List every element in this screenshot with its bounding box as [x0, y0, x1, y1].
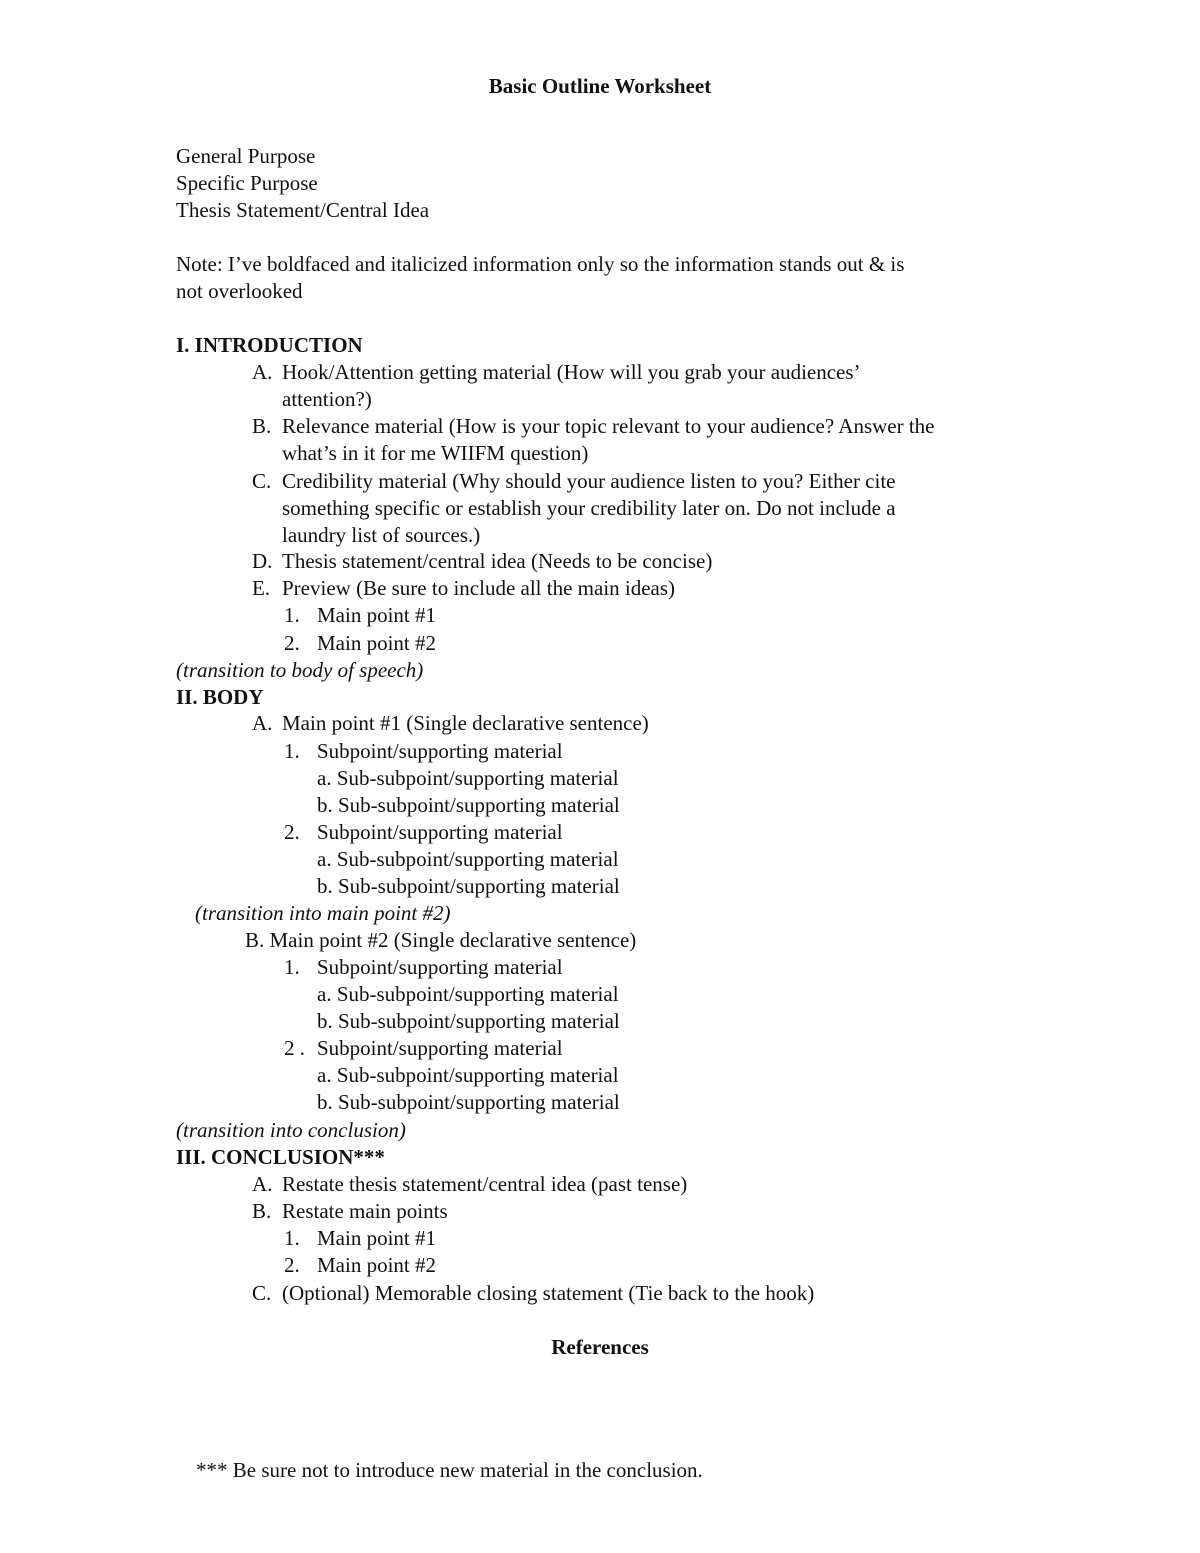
conclusion-point-2-text: Main point #2	[317, 1253, 436, 1277]
intro-item-d-line-1: Thesis statement/central idea (Needs to be concise)	[282, 549, 713, 573]
intro-item-c-line-2: something specific or establish your credibility later on. Do not include a	[282, 496, 896, 520]
conclusion-item-b-marker: B.	[252, 1199, 272, 1223]
body-a-subpoint-2-a: a. Sub-subpoint/supporting material	[317, 847, 619, 871]
body-b-subpoint-1-a: a. Sub-subpoint/supporting material	[317, 982, 619, 1006]
intro-item-c-marker: C.	[252, 469, 272, 493]
conclusion-item-c-text: (Optional) Memorable closing statement (Tie back to the hook)	[282, 1281, 815, 1305]
body-main-point-b: B. Main point #2 (Single declarative sentence)	[245, 928, 637, 952]
body-a-subpoint-1-marker: 1.	[284, 739, 300, 763]
preview-point-1-marker: 1.	[284, 603, 300, 627]
body-a-subpoint-2-text: Subpoint/supporting material	[317, 820, 563, 844]
conclusion-point-2-marker: 2.	[284, 1253, 300, 1277]
body-main-point-a-text: Main point #1 (Single declarative sentence)	[282, 711, 649, 735]
intro-item-b-line-2: what’s in it for me WIIFM question)	[282, 441, 589, 465]
general-purpose-label: General Purpose	[176, 144, 316, 168]
body-b-subpoint-2-a: a. Sub-subpoint/supporting material	[317, 1063, 619, 1087]
body-main-point-a-marker: A.	[252, 711, 273, 735]
thesis-statement-label: Thesis Statement/Central Idea	[176, 198, 430, 222]
introduction-heading: I. INTRODUCTION	[176, 333, 363, 357]
conclusion-point-1-text: Main point #1	[317, 1226, 436, 1250]
preview-point-1-text: Main point #1	[317, 603, 436, 627]
body-a-subpoint-2-b: b. Sub-subpoint/supporting material	[317, 874, 620, 898]
page-title: Basic Outline Worksheet	[488, 74, 712, 98]
conclusion-heading: III. CONCLUSION***	[176, 1145, 385, 1169]
body-a-subpoint-1-text: Subpoint/supporting material	[317, 739, 563, 763]
conclusion-item-b-text: Restate main points	[282, 1199, 448, 1223]
body-a-subpoint-1-a: a. Sub-subpoint/supporting material	[317, 766, 619, 790]
intro-item-b-marker: B.	[252, 414, 272, 438]
intro-item-e-line-1: Preview (Be sure to include all the main ideas)	[282, 576, 676, 600]
body-a-subpoint-1-b: b. Sub-subpoint/supporting material	[317, 793, 620, 817]
preview-point-2-marker: 2.	[284, 631, 300, 655]
note-line-2: not overlooked	[176, 279, 303, 303]
intro-item-a-line-2: attention?)	[282, 387, 372, 411]
preview-point-2-text: Main point #2	[317, 631, 436, 655]
body-b-subpoint-1-text: Subpoint/supporting material	[317, 955, 563, 979]
body-a-subpoint-2-marker: 2.	[284, 820, 300, 844]
body-b-subpoint-2-marker: 2 .	[284, 1036, 305, 1060]
body-b-subpoint-1-b: b. Sub-subpoint/supporting material	[317, 1009, 620, 1033]
note-line-1: Note: I’ve boldfaced and italicized information only so the information stands out & is	[176, 252, 905, 276]
body-b-subpoint-2-text: Subpoint/supporting material	[317, 1036, 563, 1060]
transition-into-main-point-2: (transition into main point #2)	[195, 901, 451, 925]
conclusion-item-c-marker: C.	[252, 1281, 272, 1305]
specific-purpose-label: Specific Purpose	[176, 171, 318, 195]
intro-item-c-line-3: laundry list of sources.)	[282, 523, 481, 547]
references-heading: References	[551, 1335, 649, 1359]
transition-into-conclusion: (transition into conclusion)	[176, 1118, 406, 1142]
footnote: *** Be sure not to introduce new material in the conclusion.	[196, 1458, 703, 1482]
intro-item-a-marker: A.	[252, 360, 273, 384]
conclusion-point-1-marker: 1.	[284, 1226, 300, 1250]
intro-item-d-marker: D.	[252, 549, 273, 573]
body-b-subpoint-1-marker: 1.	[284, 955, 300, 979]
body-heading: II. BODY	[176, 685, 264, 709]
intro-item-c-line-1: Credibility material (Why should your audience listen to you? Either cite	[282, 469, 896, 493]
intro-item-b-line-1: Relevance material (How is your topic relevant to your audience? Answer the	[282, 414, 935, 438]
intro-item-e-marker: E.	[252, 576, 271, 600]
body-b-subpoint-2-b: b. Sub-subpoint/supporting material	[317, 1090, 620, 1114]
transition-to-body: (transition to body of speech)	[176, 658, 424, 682]
conclusion-item-a-marker: A.	[252, 1172, 273, 1196]
intro-item-a-line-1: Hook/Attention getting material (How will you grab your audiences’	[282, 360, 861, 384]
conclusion-item-a-text: Restate thesis statement/central idea (past tense)	[282, 1172, 688, 1196]
